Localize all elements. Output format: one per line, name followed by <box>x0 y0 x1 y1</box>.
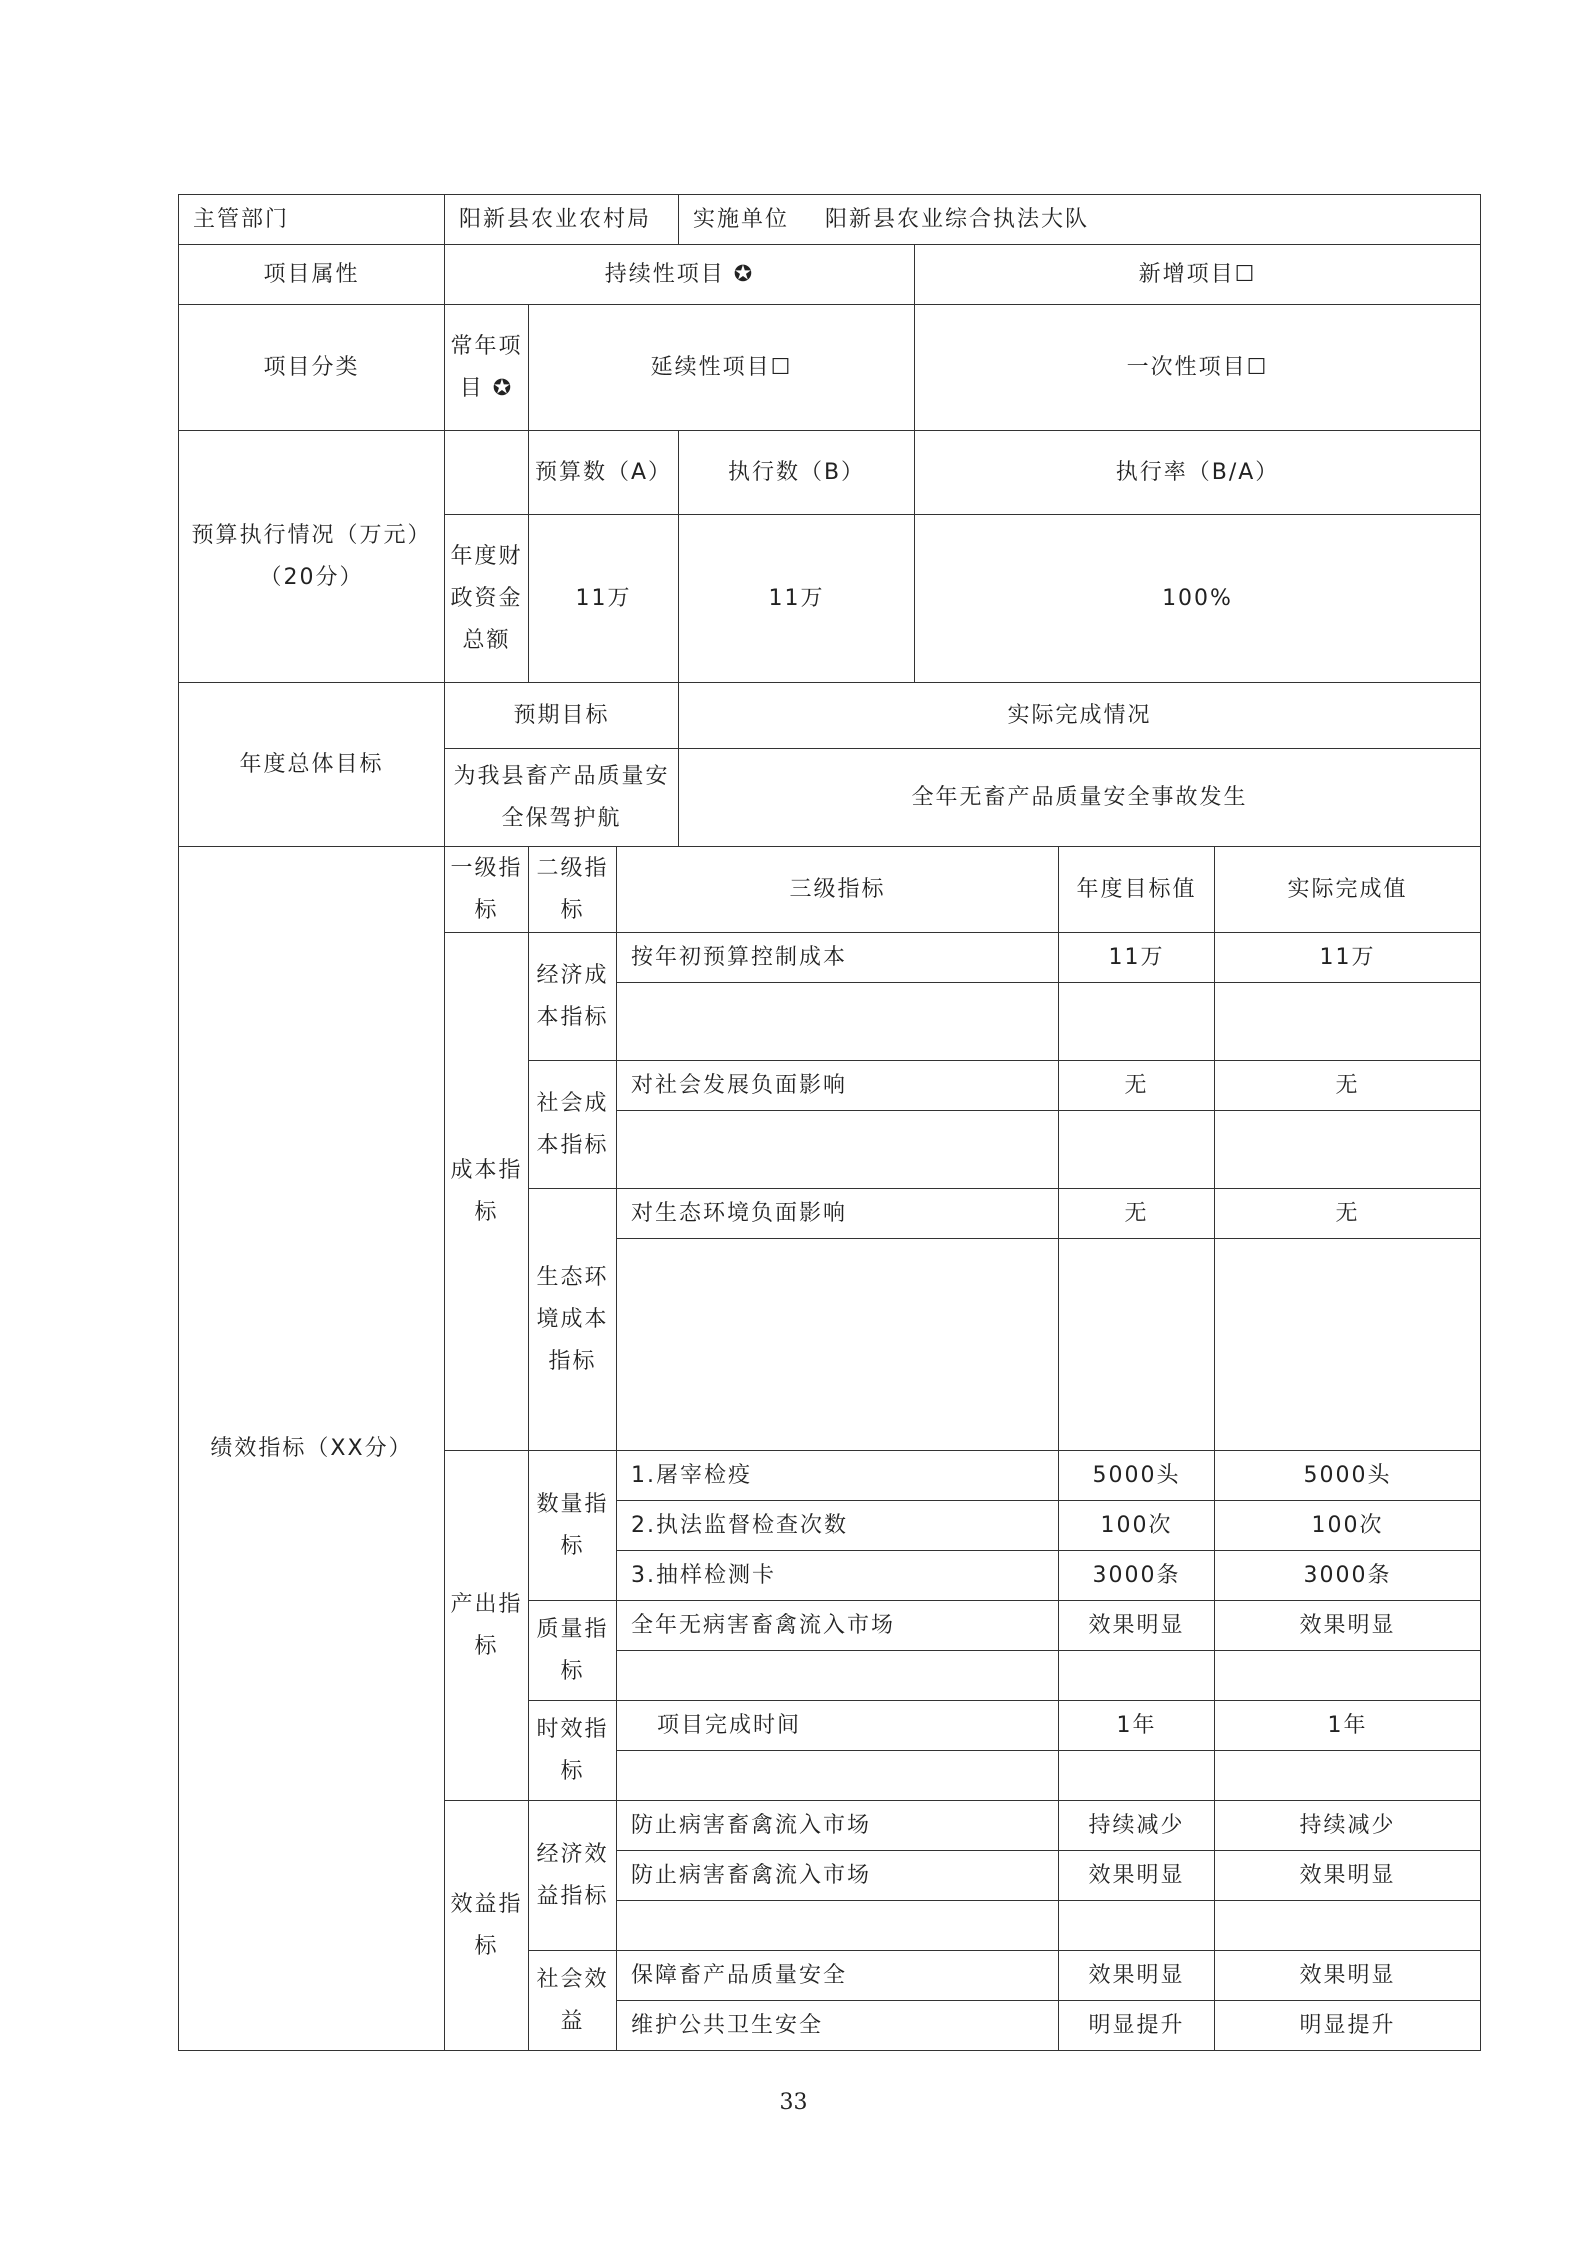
empty-cell <box>1215 1751 1481 1801</box>
attr-option-new[interactable]: 新增项目☐ <box>915 245 1481 305</box>
qty-target: 5000头 <box>1059 1451 1215 1501</box>
category-option-extended[interactable]: 延续性项目☐ <box>529 305 915 431</box>
category-label: 项目分类 <box>179 305 445 431</box>
qty-item: 2.执法监督检查次数 <box>617 1501 1059 1551</box>
econ-benefit-item: 防止病害畜禽流入市场 <box>617 1801 1059 1851</box>
perf-label: 绩效指标（XX分） <box>179 847 445 2051</box>
budget-corner-cell <box>445 431 529 515</box>
attr-option-continuous[interactable]: 持续性项目 ✪ <box>445 245 915 305</box>
empty-cell <box>1215 1239 1481 1451</box>
goal-expected-value: 为我县畜产品质量安全保驾护航 <box>445 749 679 847</box>
goal-actual-header: 实际完成情况 <box>679 683 1481 749</box>
social-benefit-item: 保障畜产品质量安全 <box>617 1951 1059 2001</box>
qty-item: 1.屠宰检疫 <box>617 1451 1059 1501</box>
econ-cost-target: 11万 <box>1059 933 1215 983</box>
time-target: 1年 <box>1059 1701 1215 1751</box>
qty-actual: 100次 <box>1215 1501 1481 1551</box>
qty-item: 3.抽样检测卡 <box>617 1551 1059 1601</box>
qty-target: 3000条 <box>1059 1551 1215 1601</box>
econ-cost-label: 经济成本指标 <box>529 933 617 1061</box>
social-benefit-actual: 效果明显 <box>1215 1951 1481 2001</box>
quality-item: 全年无病害畜禽流入市场 <box>617 1601 1059 1651</box>
social-cost-label: 社会成本指标 <box>529 1061 617 1189</box>
econ-cost-actual: 11万 <box>1215 933 1481 983</box>
empty-cell <box>1059 1901 1215 1951</box>
empty-cell <box>1215 983 1481 1061</box>
project-info-table <box>178 194 1481 683</box>
empty-cell <box>1215 1651 1481 1701</box>
empty-cell <box>1215 1111 1481 1189</box>
quality-actual: 效果明显 <box>1215 1601 1481 1651</box>
page-number: 33 <box>779 2090 808 2115</box>
empty-cell <box>617 1239 1059 1451</box>
budget-col-rate: 执行率（B/A） <box>915 431 1481 515</box>
social-benefit-target: 明显提升 <box>1059 2001 1215 2051</box>
budget-label: 预算执行情况（万元） （20分） <box>179 431 445 683</box>
budget-rate-value: 100% <box>915 515 1481 683</box>
social-cost-item: 对社会发展负面影响 <box>617 1061 1059 1111</box>
empty-cell <box>617 1111 1059 1189</box>
eco-cost-target: 无 <box>1059 1189 1215 1239</box>
time-indicator-label: 时效指标 <box>529 1701 617 1801</box>
impl-unit <box>679 195 1481 245</box>
econ-benefit-item: 防止病害畜禽流入市场 <box>617 1851 1059 1901</box>
empty-cell <box>1059 983 1215 1061</box>
dept-label: 主管部门 <box>179 195 445 245</box>
eco-cost-label: 生态环境成本指标 <box>529 1189 617 1451</box>
eco-cost-actual: 无 <box>1215 1189 1481 1239</box>
time-item: 项目完成时间 <box>617 1701 1059 1751</box>
budget-col-b: 执行数（B） <box>679 431 915 515</box>
attr-label: 项目属性 <box>179 245 445 305</box>
performance-table <box>178 846 1481 2051</box>
econ-benefit-target: 持续减少 <box>1059 1801 1215 1851</box>
social-benefit-actual: 明显提升 <box>1215 2001 1481 2051</box>
perf-header-level1: 一级指标 <box>445 847 529 933</box>
social-benefit-item: 维护公共卫生安全 <box>617 2001 1059 2051</box>
empty-cell <box>1059 1651 1215 1701</box>
perf-header-level2: 二级指标 <box>529 847 617 933</box>
qty-actual: 5000头 <box>1215 1451 1481 1501</box>
quality-indicator-label: 质量指标 <box>529 1601 617 1701</box>
empty-cell <box>617 1901 1059 1951</box>
budget-a-value: 11万 <box>529 515 679 683</box>
empty-cell <box>617 1751 1059 1801</box>
social-cost-actual: 无 <box>1215 1061 1481 1111</box>
social-cost-target: 无 <box>1059 1061 1215 1111</box>
category-option-regular[interactable]: 常年项目 ✪ <box>445 305 529 431</box>
budget-row-label: 年度财政资金总额 <box>445 515 529 683</box>
econ-benefit-actual: 持续减少 <box>1215 1801 1481 1851</box>
econ-benefit-label: 经济效益指标 <box>529 1801 617 1951</box>
perf-header-actual: 实际完成值 <box>1215 847 1481 933</box>
budget-b-value: 11万 <box>679 515 915 683</box>
empty-cell <box>617 983 1059 1061</box>
qty-actual: 3000条 <box>1215 1551 1481 1601</box>
social-benefit-target: 效果明显 <box>1059 1951 1215 2001</box>
budget-col-a: 预算数（A） <box>529 431 679 515</box>
eco-cost-item: 对生态环境负面影响 <box>617 1189 1059 1239</box>
cost-indicator-label: 成本指标 <box>445 933 529 1451</box>
empty-cell <box>1059 1111 1215 1189</box>
perf-header-target: 年度目标值 <box>1059 847 1215 933</box>
perf-header-level3: 三级指标 <box>617 847 1059 933</box>
econ-benefit-target: 效果明显 <box>1059 1851 1215 1901</box>
goal-expected-header: 预期目标 <box>445 683 679 749</box>
goal-actual-value: 全年无畜产品质量安全事故发生 <box>679 749 1481 847</box>
empty-cell <box>617 1651 1059 1701</box>
time-actual: 1年 <box>1215 1701 1481 1751</box>
benefit-indicator-label: 效益指标 <box>445 1801 529 2051</box>
quantity-indicator-label: 数量指标 <box>529 1451 617 1601</box>
empty-cell <box>1215 1901 1481 1951</box>
dept-value: 阳新县农业农村局 <box>445 195 679 245</box>
goal-label: 年度总体目标 <box>179 683 445 847</box>
category-option-onetime[interactable]: 一次性项目☐ <box>915 305 1481 431</box>
empty-cell <box>1059 1751 1215 1801</box>
econ-benefit-actual: 效果明显 <box>1215 1851 1481 1901</box>
impl-label: 实施单位 <box>693 206 790 232</box>
quality-target: 效果明显 <box>1059 1601 1215 1651</box>
goal-table <box>178 682 1481 847</box>
output-indicator-label: 产出指标 <box>445 1451 529 1801</box>
social-benefit-label: 社会效益 <box>529 1951 617 2051</box>
impl-value: 阳新县农业综合执法大队 <box>825 206 1090 232</box>
econ-cost-item: 按年初预算控制成本 <box>617 933 1059 983</box>
empty-cell <box>1059 1239 1215 1451</box>
qty-target: 100次 <box>1059 1501 1215 1551</box>
